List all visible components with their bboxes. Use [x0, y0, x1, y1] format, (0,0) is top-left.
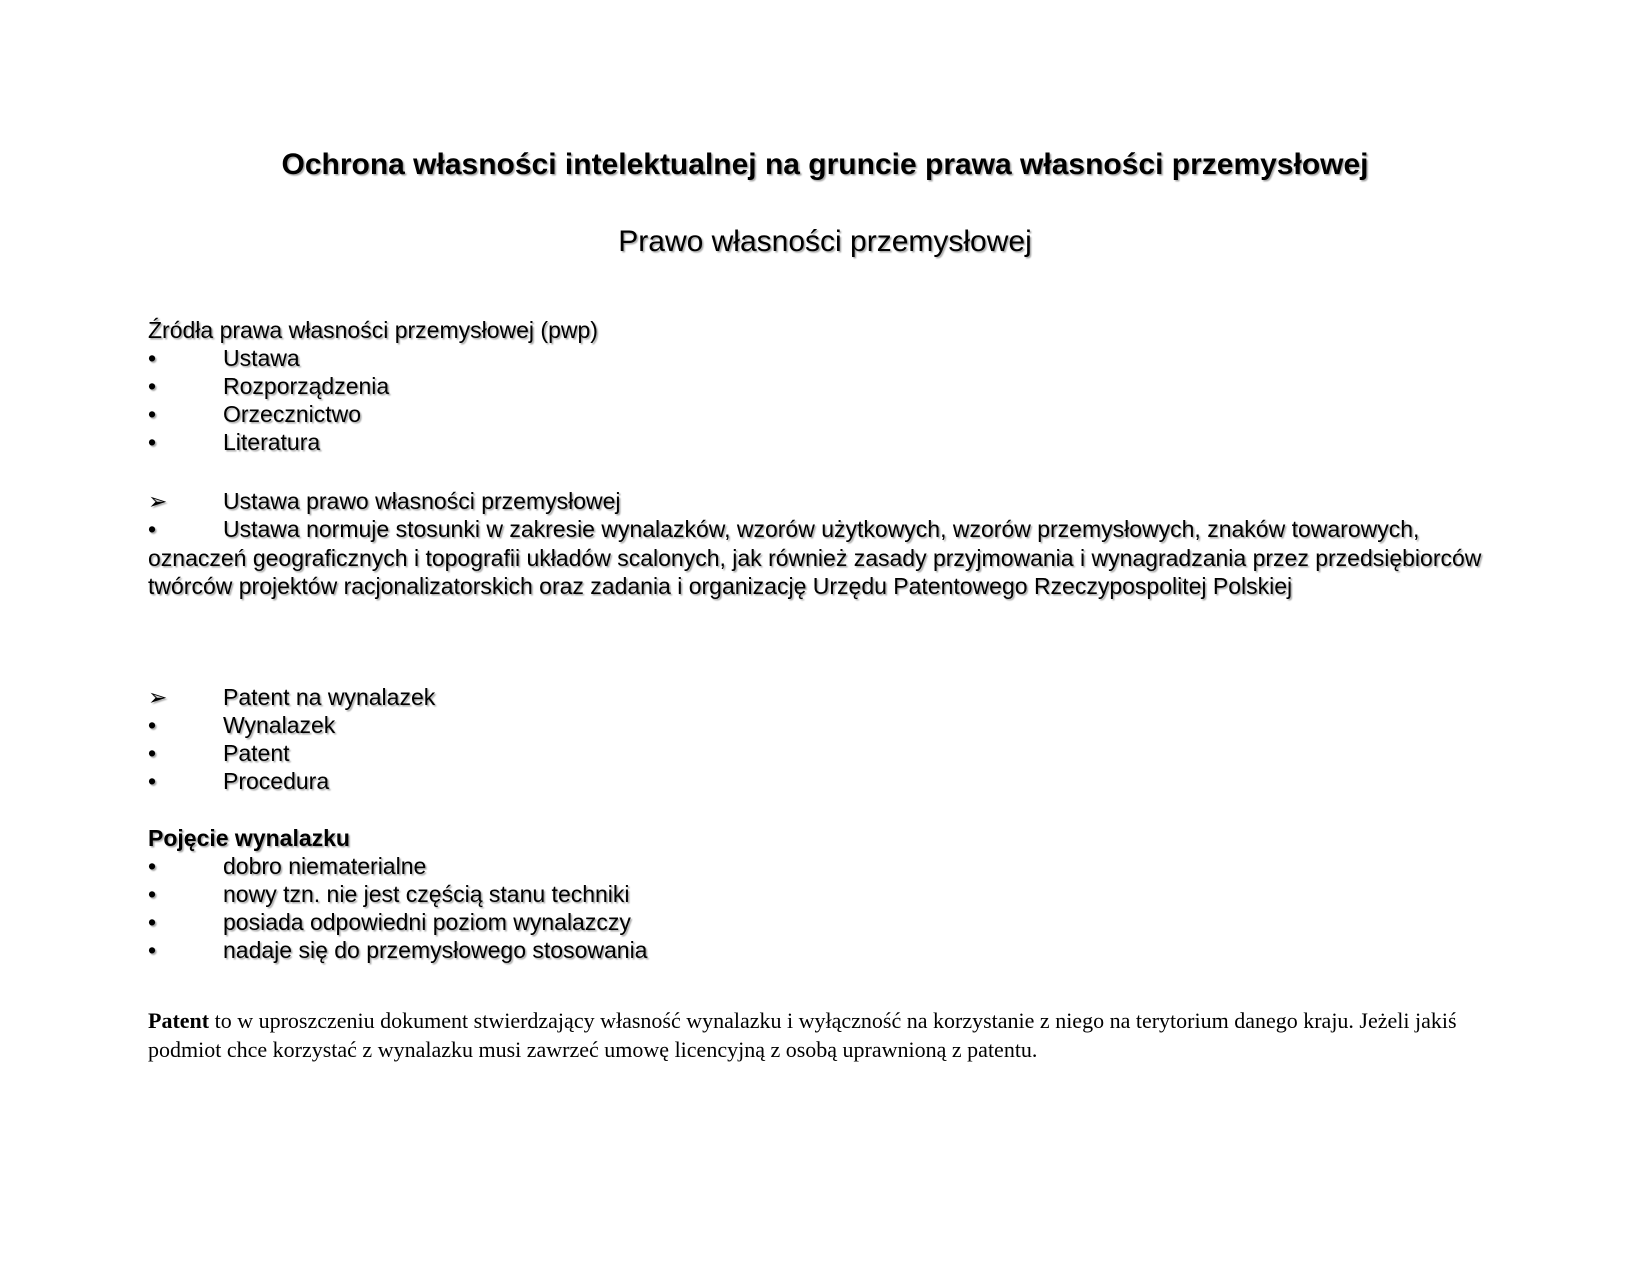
- bullet-icon: •: [148, 401, 157, 427]
- list-item: Procedura: [223, 768, 330, 794]
- bullet-icon: •: [148, 768, 157, 794]
- bullet-icon: •: [148, 853, 157, 879]
- law-description: • Ustawa normuje stosunki w zakresie wynalazków, wzorów użytkowych, wzorów przemysłowych, znaków towarowych, oznaczeń geograficznych i topografii układów scalonych, jak również zasady przyjmowania i wynagradzania przez przedsiębiorców twórców projektów racjonalizatorskich oraz zadania i organizację Urzędu Patentowego Rzeczypospolitej Polskiej: [148, 516, 1482, 599]
- list-item: Literatura: [223, 429, 321, 455]
- bullet-icon: •: [148, 373, 157, 399]
- list-item: nowy tzn. nie jest częścią stanu techniki: [223, 881, 630, 907]
- list-item: nadaje się do przemysłowego stosowania: [223, 937, 648, 963]
- bullet-icon: •: [148, 740, 157, 766]
- document-title: Ochrona własności intelektualnej na gruncie prawa własności przemysłowej: [281, 148, 1369, 181]
- list-item: Rozporządzenia: [223, 373, 390, 399]
- bullet-icon: •: [148, 712, 157, 738]
- list-item: Wynalazek: [223, 712, 336, 738]
- bullet-icon: •: [148, 937, 157, 963]
- list-item: Orzecznictwo: [223, 401, 362, 427]
- patent-heading: Patent na wynalazek: [223, 684, 436, 710]
- patent-term: Patent: [148, 1008, 210, 1033]
- sources-heading: Źródła prawa własności przemysłowej (pwp): [148, 317, 598, 343]
- patent-definition: [148, 1006, 1478, 1064]
- bullet-icon: •: [148, 429, 157, 455]
- law-heading: Ustawa prawo własności przemysłowej: [223, 488, 621, 514]
- arrow-bullet-icon: ➢: [148, 488, 168, 514]
- list-item: Patent: [223, 740, 290, 766]
- list-item: posiada odpowiedni poziom wynalazczy: [223, 909, 631, 935]
- invention-heading: Pojęcie wynalazku: [148, 825, 350, 851]
- bullet-icon: •: [148, 909, 157, 935]
- document-subtitle: Prawo własności przemysłowej: [618, 225, 1032, 258]
- bullet-icon: •: [148, 345, 157, 371]
- list-item: dobro niematerialne: [223, 853, 427, 879]
- patent-definition-text: to w uproszczeniu dokument stwierdzający własność wynalazku i wyłączność na korzystanie z niego na terytorium danego kraju. Jeżeli jakiś podmiot chce korzystać z wynalazku musi zawrzeć umowę licencyjną z osobą uprawnioną z patentu.: [148, 1008, 1457, 1062]
- arrow-bullet-icon: ➢: [148, 684, 168, 710]
- list-item: Ustawa: [223, 345, 300, 371]
- bullet-icon: •: [148, 516, 157, 542]
- bullet-icon: •: [148, 881, 157, 907]
